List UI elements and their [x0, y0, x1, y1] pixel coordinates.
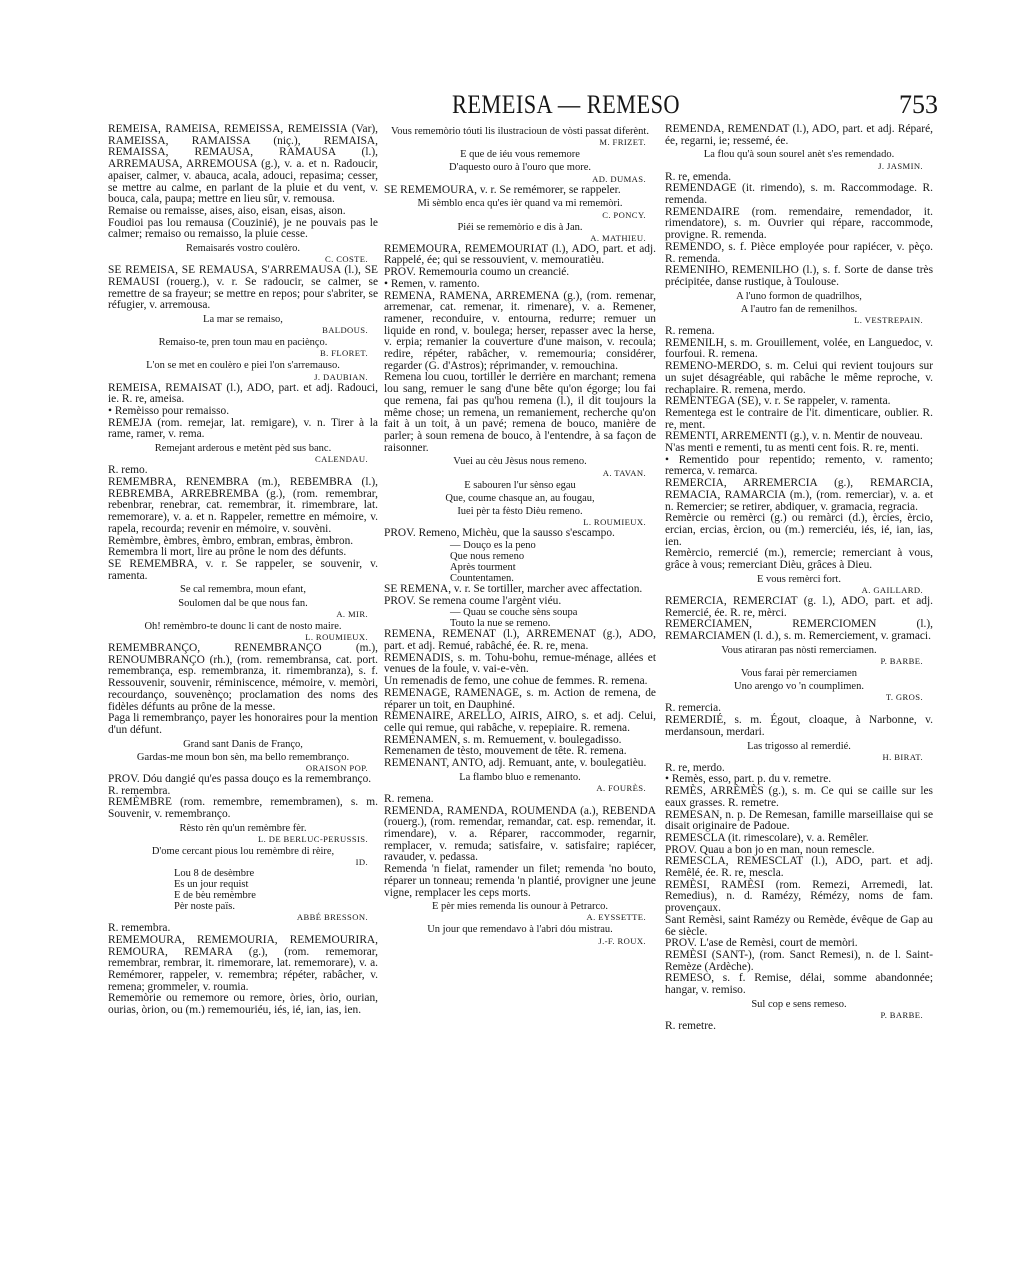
entry-paragraph: REMENAGE, RAMENAGE, s. m. Action de remena, de réparer un toit, en Dauphiné. [384, 686, 656, 711]
citation-line: E que de iéu vous rememore [460, 149, 580, 161]
entry-paragraph: R. remembra. [108, 784, 171, 797]
citation-line: Vuei au cèu Jèsus nous remeno. [453, 456, 587, 468]
entry-paragraph: PROV. Remeno, Michèu, que la sausso s'escampo. [384, 527, 615, 540]
citation-author: ABBÉ BRESSON. [296, 912, 368, 923]
entry-paragraph: REMENDA, RAMENDA, ROUMENDA (a.), REBENDA (rouerg.), (rom. remendar, remandar, cat. esp. remendar, it. rimendare), v. a. Réparer, raccommoder, regarnir, remplacer, v. remuda; satisfaire, v. satisfaire; rapiécer, ravauder, v. pedassa. [384, 804, 656, 864]
entry-paragraph: Remèmbre, èmbres, èmbro, embran, embras, èmbron. [108, 534, 354, 547]
citation-author: P. BARBE. [880, 1010, 923, 1021]
entry-paragraph: SE REMEISA, SE REMAUSA, S'ARREMAUSA (l.), SE REMAUSI (rouerg.), v. r. Se radoucir, se calmer, se remettre de sa frayeur; se mettre en repos; pour s'abriter, se réfugier, v. arremousa. [108, 264, 378, 312]
entry-paragraph: Sant Remèsi, saint Ramézy ou Remède, évêque de Gap au 6e siècle. [665, 913, 933, 938]
entry-paragraph: REMÈMBRE (rom. remembre, remembramen), s. m. Souvenir, v. remembranço. [108, 796, 378, 821]
verse-line: — Douço es la peno [450, 539, 536, 551]
entry-paragraph: R. re, emenda. [665, 170, 732, 183]
entry-paragraph: REMEISA, REMAISAT (l.), ADO, part. et adj. Radouci, ie. R. re, ameisa. [108, 381, 378, 406]
entry-paragraph: SE REMENA, v. r. Se tortiller, marcher avec affectation. [384, 582, 643, 595]
entry-paragraph: REMÈSI (SANT-), (rom. Sanct Remesi), n. de l. Saint-Remèze (Ardèche). [665, 949, 933, 973]
entry-paragraph: REMEMOURA, REMEMOURIAT (l.), ADO, part. et adj. Rappelé, ée; qui se ressouvient, v. memouratièu. [384, 242, 656, 267]
verse-line: Touto la nue se remeno. [450, 618, 551, 630]
citation-line: D'aquesto ouro à l'ouro que more. [449, 162, 591, 174]
citation-author: C. PONCY. [602, 209, 646, 220]
citation-line: L'on se met en coulèro e piei l'on s'arremauso. [146, 360, 340, 372]
entry-paragraph: Paga li remembranço, payer les honoraires pour la mention d'un défunt. [108, 712, 378, 736]
citation-line: Vous atiraran pas nòsti remerciamen. [721, 644, 877, 656]
entry-paragraph: Remèrcie ou remèrci (g.) ou remàrci (d.), èrcies, èrcio, ercian, ercias, èrcion, ou (m.) remerciéu, iés, ié, ian, ias, ien. [665, 512, 933, 548]
entry-paragraph: SE REMEMOURA, v. r. Se remémorer, se rappeler. [384, 183, 621, 196]
citation-line: Grand sant Danis de Franço, [183, 738, 303, 750]
citation-line: Vous farai pèr remerciamen [740, 668, 858, 680]
citation-author: J.-F. ROUX. [598, 935, 646, 946]
entry-paragraph: Foudioi pas lou remausa (Couzinié), je ne pouvais pas le calmer; remaiso ou remaisso, la pluie cesse. [108, 216, 378, 241]
entry-paragraph: SE REMEMBRA, v. r. Se rappeler, se souvenir, v. ramenta. [108, 558, 378, 582]
page-number: 753 [899, 90, 938, 119]
entry-paragraph: Remaise ou remaisse, aises, aiso, eisan, eisas, aison. [108, 204, 346, 217]
citation-line: E pèr mies remenda lis ounour à Petrarco. [431, 901, 609, 913]
citation-line: Las trigosso al remerdié. [747, 740, 851, 752]
citation-author: A. MIR. [336, 608, 368, 619]
entry-paragraph: Rementega est le contraire de l'it. dimenticare, oublier. R. re, ment. [665, 406, 933, 431]
citation-line: Que, coume chasque an, au fougau, [445, 492, 595, 504]
entry-paragraph: N'as menti e rementi, tu as menti cent fois. R. re, menti. [665, 442, 919, 455]
verse-line: Countentamen. [450, 572, 514, 584]
entry-paragraph: R. remembra. [108, 922, 171, 935]
citation-line: A l'uno formon de quadrilhos, [736, 290, 862, 302]
entry-paragraph: Remembra li mort, lire au prône le nom des défunts. [108, 546, 347, 559]
column-1 [108, 124, 378, 1017]
entry-paragraph: R. remo. [108, 464, 148, 477]
citation-line: Remaiso-te, pren toun mau en paciènço. [158, 337, 328, 349]
citation-line: Se cal remembra, moun efant, [180, 584, 306, 596]
column-3 [665, 124, 933, 1033]
citation-author: A. GAILLARD. [861, 585, 923, 596]
entry-paragraph: REMENDO, s. f. Pièce employée pour rapiécer, v. pèço. R. remenda. [665, 240, 933, 265]
citation-line: Vous rememòrio tóuti lis ilustracioun de vòsti passat diferènt. [391, 126, 649, 137]
entry-paragraph: REMENILH, s. m. Grouillement, volée, en Languedoc, v. fourfoui. R. remena. [665, 336, 933, 361]
entry-paragraph: R. re, merdo. [665, 761, 725, 774]
entry-paragraph: REMENADIS, s. m. Tohu-bohu, remue-ménage, allées et venues de la foule, v. vai-e-vèn. [384, 651, 656, 676]
entry-paragraph: REMEISA, RAMEISA, REMEISSA, REMEISSIA (Var), RAMEISSA, RAMAISSA (niç.), REMAISA, REMAISSA, REMAUSA, RAMAUSA (l.), ARREMAUSA, ARREMOUSA (g.), v. a. et n. Radoucir, apaiser, calmer, v. abauca, acala, adouci, repasima; cesser, se mettre au calme, en parlant de la pluie et du vent, v. bouca, cala, paupa; mettre en lieu sûr, v. remousa. [108, 123, 378, 206]
entry-paragraph: REMERDIÉ, s. m. Égout, cloaque, à Narbonne, v. merdansoun, merdari. [665, 714, 933, 738]
citation-author: AD. DUMAS. [592, 173, 646, 184]
citation-line: Rèsto rèn qu'un remèmbre fèr. [179, 822, 307, 834]
citation-line: La flou qu'à soun sourel anèt s'es remendado. [703, 149, 895, 161]
entry-paragraph: R. remena. [665, 325, 715, 338]
entry-paragraph: REMENAMEN, s. m. Remuement, v. boulegadisso. [384, 733, 622, 746]
entry-paragraph: R. remetre. [665, 1020, 716, 1033]
entry-paragraph: Remenamen de tèsto, mouvement de tête. R. remena. [384, 745, 627, 758]
citation-line: Remejant arderous e metènt pèd sus banc. [154, 443, 332, 455]
entry-paragraph: Remena lou cuou, tortiller le derrière en marchant; remena lou sang, remuer le sang d'une bête qu'on égorge; lou fai que remena, fai pas qu'hou remena (l.), il dit toujours la même chose; un remena, un remaniement, recherche qu'on fait à un toit, à un pavé; remena de bouco, manière de parler; à soun remena de bouco, à l'entendre, à sa façon de raisonner. [384, 371, 656, 454]
entry-paragraph: Un remenadis de femo, une cohue de femmes. R. remena. [384, 675, 648, 688]
citation-line: Oh! remèmbro-te dounc li cant de nosto maire. [144, 620, 342, 632]
citation-line: A l'autro fan de remenilhos. [740, 303, 858, 315]
entry-paragraph: • Rementido pour repentido; remento, v. ramento; remerca, v. remarca. [665, 453, 933, 478]
entry-paragraph: Rememòrie ou rememore ou remore, òries, òrio, ourian, ourias, òrion, ou (m.) rememouriéu, iés, ié, ian, ias, ien. [108, 992, 378, 1017]
verse-line: E de bèu remèmbre [174, 890, 256, 902]
running-title: REMEISA — REMESO [451, 90, 681, 119]
entry-paragraph: REMENTEGA (SE), v. r. Se rappeler, v. ramenta. [665, 395, 891, 408]
citation-line: E sabouren l'ur sènso egau [464, 479, 576, 491]
entry-paragraph: PROV. Se remena coume l'argènt viéu. [384, 594, 562, 607]
citation-author: ID. [355, 857, 368, 868]
entry-paragraph: REMENIHO, REMENILHO (l.), s. f. Sorte de danse très précipitée, danse rustique, à Toulouse. [665, 264, 933, 288]
citation-author: L. ROUMIEUX. [305, 632, 368, 643]
citation-line: La mar se remaiso, [203, 314, 283, 326]
citation-author: A. MATHIEU. [590, 232, 646, 243]
citation-author: T. GROS. [885, 692, 923, 703]
entry-paragraph: R. remena. [384, 792, 434, 805]
verse-line: Pèr noste païs. [174, 901, 235, 913]
entry-paragraph: REMERCIA, REMERCIAT (g. l.), ADO, part. et adj. Remercié, ée. R. re, mèrci. [665, 595, 933, 619]
entry-paragraph: REMEMBRANÇO, RENEMBRANÇO (m.), RENOUMBRANÇO (rh.), (rom. remembransa, cat. port. remembrança, esp. remembranza, it. rimembranza), s. f. Ressouvenir, souvenir, réminiscence, mémoire, v. memòri, recourdanço, souvenènço; proclamation des noms des fidèles défunts au prône de la messe. [108, 642, 378, 713]
citation-author: CALENDAU. [314, 454, 368, 465]
entry-paragraph: REMENTI, ARREMENTI (g.), v. n. Mentir de nouveau. [665, 430, 923, 443]
entry-paragraph: Remèrcio, remercié (m.), remercie; remerciant à vous, grâce à vous; remerciant Dièu, grâces à Dieu. [665, 547, 933, 572]
citation-author: J. JASMIN. [878, 160, 923, 171]
citation-line: La flambo bluo e remenanto. [459, 771, 581, 783]
citation-author: L. DE BERLUC-PERUSSIS. [257, 834, 368, 845]
entry-paragraph: PROV. Quau a bon jo en man, noun remescle. [665, 843, 875, 856]
citation-line: Remaisarés vostro coulèro. [185, 243, 300, 255]
entry-paragraph: PROV. L'ase de Remèsi, court de memòri. [665, 937, 858, 950]
citation-author: BALDOUS. [322, 325, 368, 336]
entry-paragraph: REMENO-MERDO, s. m. Celui qui revient toujours sur un sujet désagréable, qui rabâche le même reproche, v. rechaplaire. R. remena, merdo. [665, 360, 933, 396]
citation-line: Mi sèmblo enca qu'es ièr quand va mi rememòri. [417, 198, 623, 210]
entry-paragraph: REMERCIA, ARREMERCIA (g.), REMARCIA, REMACIA, RAMARCIA (m.), (rom. remerciar), v. a. et n. Remercier; se retirer, abdiquer, v. gramacia, regracia. [665, 477, 933, 513]
verse-line: Es un jour requist [174, 879, 249, 891]
entry-paragraph: Remenda 'n fielat, ramender un filet; remenda 'no bouto, réparer un tonneau; remenda 'n plantié, provigner une jeune vigne, remplacer les ceps morts. [384, 863, 656, 899]
citation-author: L. ROUMIEUX. [583, 517, 646, 528]
citation-line: Iuei pèr ta fèsto Dièu remeno. [457, 505, 583, 517]
entry-paragraph: REMESCLA, REMESCLAT (l.), ADO, part. et adj. Remêlé, ée. R. re, mescla. [665, 855, 933, 880]
citation-line: Sul cop e sens remeso. [751, 998, 847, 1010]
verse-line: Lou 8 de desèmbre [174, 868, 255, 880]
page-header [108, 90, 938, 122]
entry-paragraph: • Remèisso pour remaisso. [108, 405, 230, 418]
verse-line: Que nous remeno [450, 550, 525, 562]
entry-paragraph: REMESCLA (it. rimescolare), v. a. Remêler. [665, 831, 869, 844]
entry-paragraph: REMEMBRA, RENEMBRA (m.), REBEMBRA (l.), REBREMBA, ARREBREMBA (g.), (rom. remembrar, rebenbrar, renebrar, cat. remembrar, it. rimembrare, lat. rememorare), v. a. et n. Rappeler, remettre en mémoire, v. rapela, recourda; revenir en mémoire, v. souvèni. [108, 476, 378, 535]
citation-author: H. BIRAT. [882, 751, 923, 762]
entry-paragraph: REMENA, RAMENA, ARREMENA (g.), (rom. remenar, arremenar, cat. remenar, it. rimenare), v. a. Remener, ramener, reconduire, v. entourna, redurre; remuer un liquide en rond, v. boulega; herser, repasser avec la herse, v. erpia; remanier la couverture d'une maison, v. recoula; redire, répéter, rabâcher, v. rememouria; considérer, regarder (G. d'Astros); réprimander, v. remouchina. [384, 289, 656, 372]
entry-paragraph: REMENA, REMENAT (l.), ARREMENAT (g.), ADO, part. et adj. Remué, rabâché, ée. R. re, mena. [384, 628, 656, 652]
citation-line: D'ome cercant pious lou remèmbre di rèire, [151, 846, 335, 858]
entry-paragraph: REMENANT, ANTO, adj. Remuant, ante, v. boulegatièu. [384, 757, 647, 770]
entry-paragraph: REMENDA, REMENDAT (l.), ADO, part. et adj. Réparé, ée, regarni, ie; ressemé, ée. [665, 123, 933, 147]
entry-paragraph: REMÈSI, RAMÈSI (rom. Remezi, Arremedi, lat. Remedius), n. d. Ramézy, Rémézy, noms de fam. provençaux. [665, 878, 933, 915]
citation-line: Un jour que remendavo à l'abri dóu mistrau. [427, 924, 613, 936]
verse-line: Après tourment [450, 561, 516, 573]
citation-author: J. DAUBIAN. [314, 371, 368, 382]
citation-author: A. FOURÈS. [596, 782, 646, 793]
citation-author: M. FRIZET. [599, 137, 646, 148]
citation-line: Piéi se rememòrio e dis à Jan. [457, 221, 583, 233]
entry-paragraph: R. remercia. [665, 702, 721, 715]
entry-paragraph: REMÈS, ARRÈMÈS (g.), s. m. Ce qui se caille sur les eaux grasses. R. remetre. [665, 785, 933, 809]
entry-paragraph: • Remès, esso, part. p. du v. remetre. [665, 773, 832, 786]
citation-author: A. TAVAN. [602, 467, 646, 478]
entry-paragraph: REMENDAIRE (rom. remendaire, remendador, it. rimendatore), s. m. Ouvrier qui répare, raccommode, provigne. R. remenda. [665, 205, 933, 242]
column-2 [384, 124, 656, 947]
entry-paragraph: REMEMOURA, REMEMOURIA, REMEMOURIRA, REMOURA, REMARA (g.), (rom. rememorar, remembrar, rembrar, it. rimemorare, lat. rememorare), v. a. Remémorer, rappeler, v. remembra; répéter, rabâcher, v. remena; grommeler, v. roumia. [108, 933, 378, 993]
verse-line: — Quau se couche sèns soupa [450, 607, 578, 619]
entry-paragraph: • Remen, v. ramento. [384, 277, 480, 290]
entry-paragraph: REMESO, s. f. Remise, délai, somme abandonnée; hangar, v. remiso. [665, 972, 933, 997]
citation-line: Gardas-me moun bon sèn, ma bello remembranço. [136, 751, 350, 763]
citation-author: C. COSTE. [325, 254, 368, 265]
entry-paragraph: PROV. Rememouria coumo un creancié. [384, 266, 570, 279]
citation-line: Soulomen dal be que nous fan. [178, 597, 308, 609]
citation-author: ORAISON POP. [305, 763, 368, 774]
entry-paragraph: PROV. Dóu dangié qu'es passa douço es la remembranço. [108, 773, 372, 786]
citation-author: L. VESTREPAIN. [854, 315, 923, 326]
citation-author: A. EYSSETTE. [586, 912, 646, 923]
entry-paragraph: REMENDAGE (it. rimendo), s. m. Raccommodage. R. remenda. [665, 182, 933, 207]
entry-paragraph: REMENAIRE, ARELLO, AIRIS, AIRO, s. et adj. Celui, celle qui remue, qui rabâche, v. repepiaire. R. remena. [384, 710, 656, 734]
citation-author: P. BARBE. [880, 656, 923, 667]
citation-author: B. FLORET. [319, 348, 368, 359]
entry-paragraph: REMESAN, n. p. De Remesan, famille marseillaise qui se disait originaire de Padoue. [665, 808, 933, 833]
citation-line: E vous remèrci fort. [757, 573, 841, 585]
citation-line: Uno arengo vo 'n coumplimen. [734, 681, 864, 693]
entry-paragraph: REMERCIAMEN, REMERCIOMEN (l.), REMARCIAMEN (l. d.), s. m. Remerciement, v. gramaci. [665, 618, 933, 643]
entry-paragraph: REMEJA (rom. remejar, lat. remigare), v. n. Tirer à la rame, ramer, v. rema. [108, 416, 378, 441]
